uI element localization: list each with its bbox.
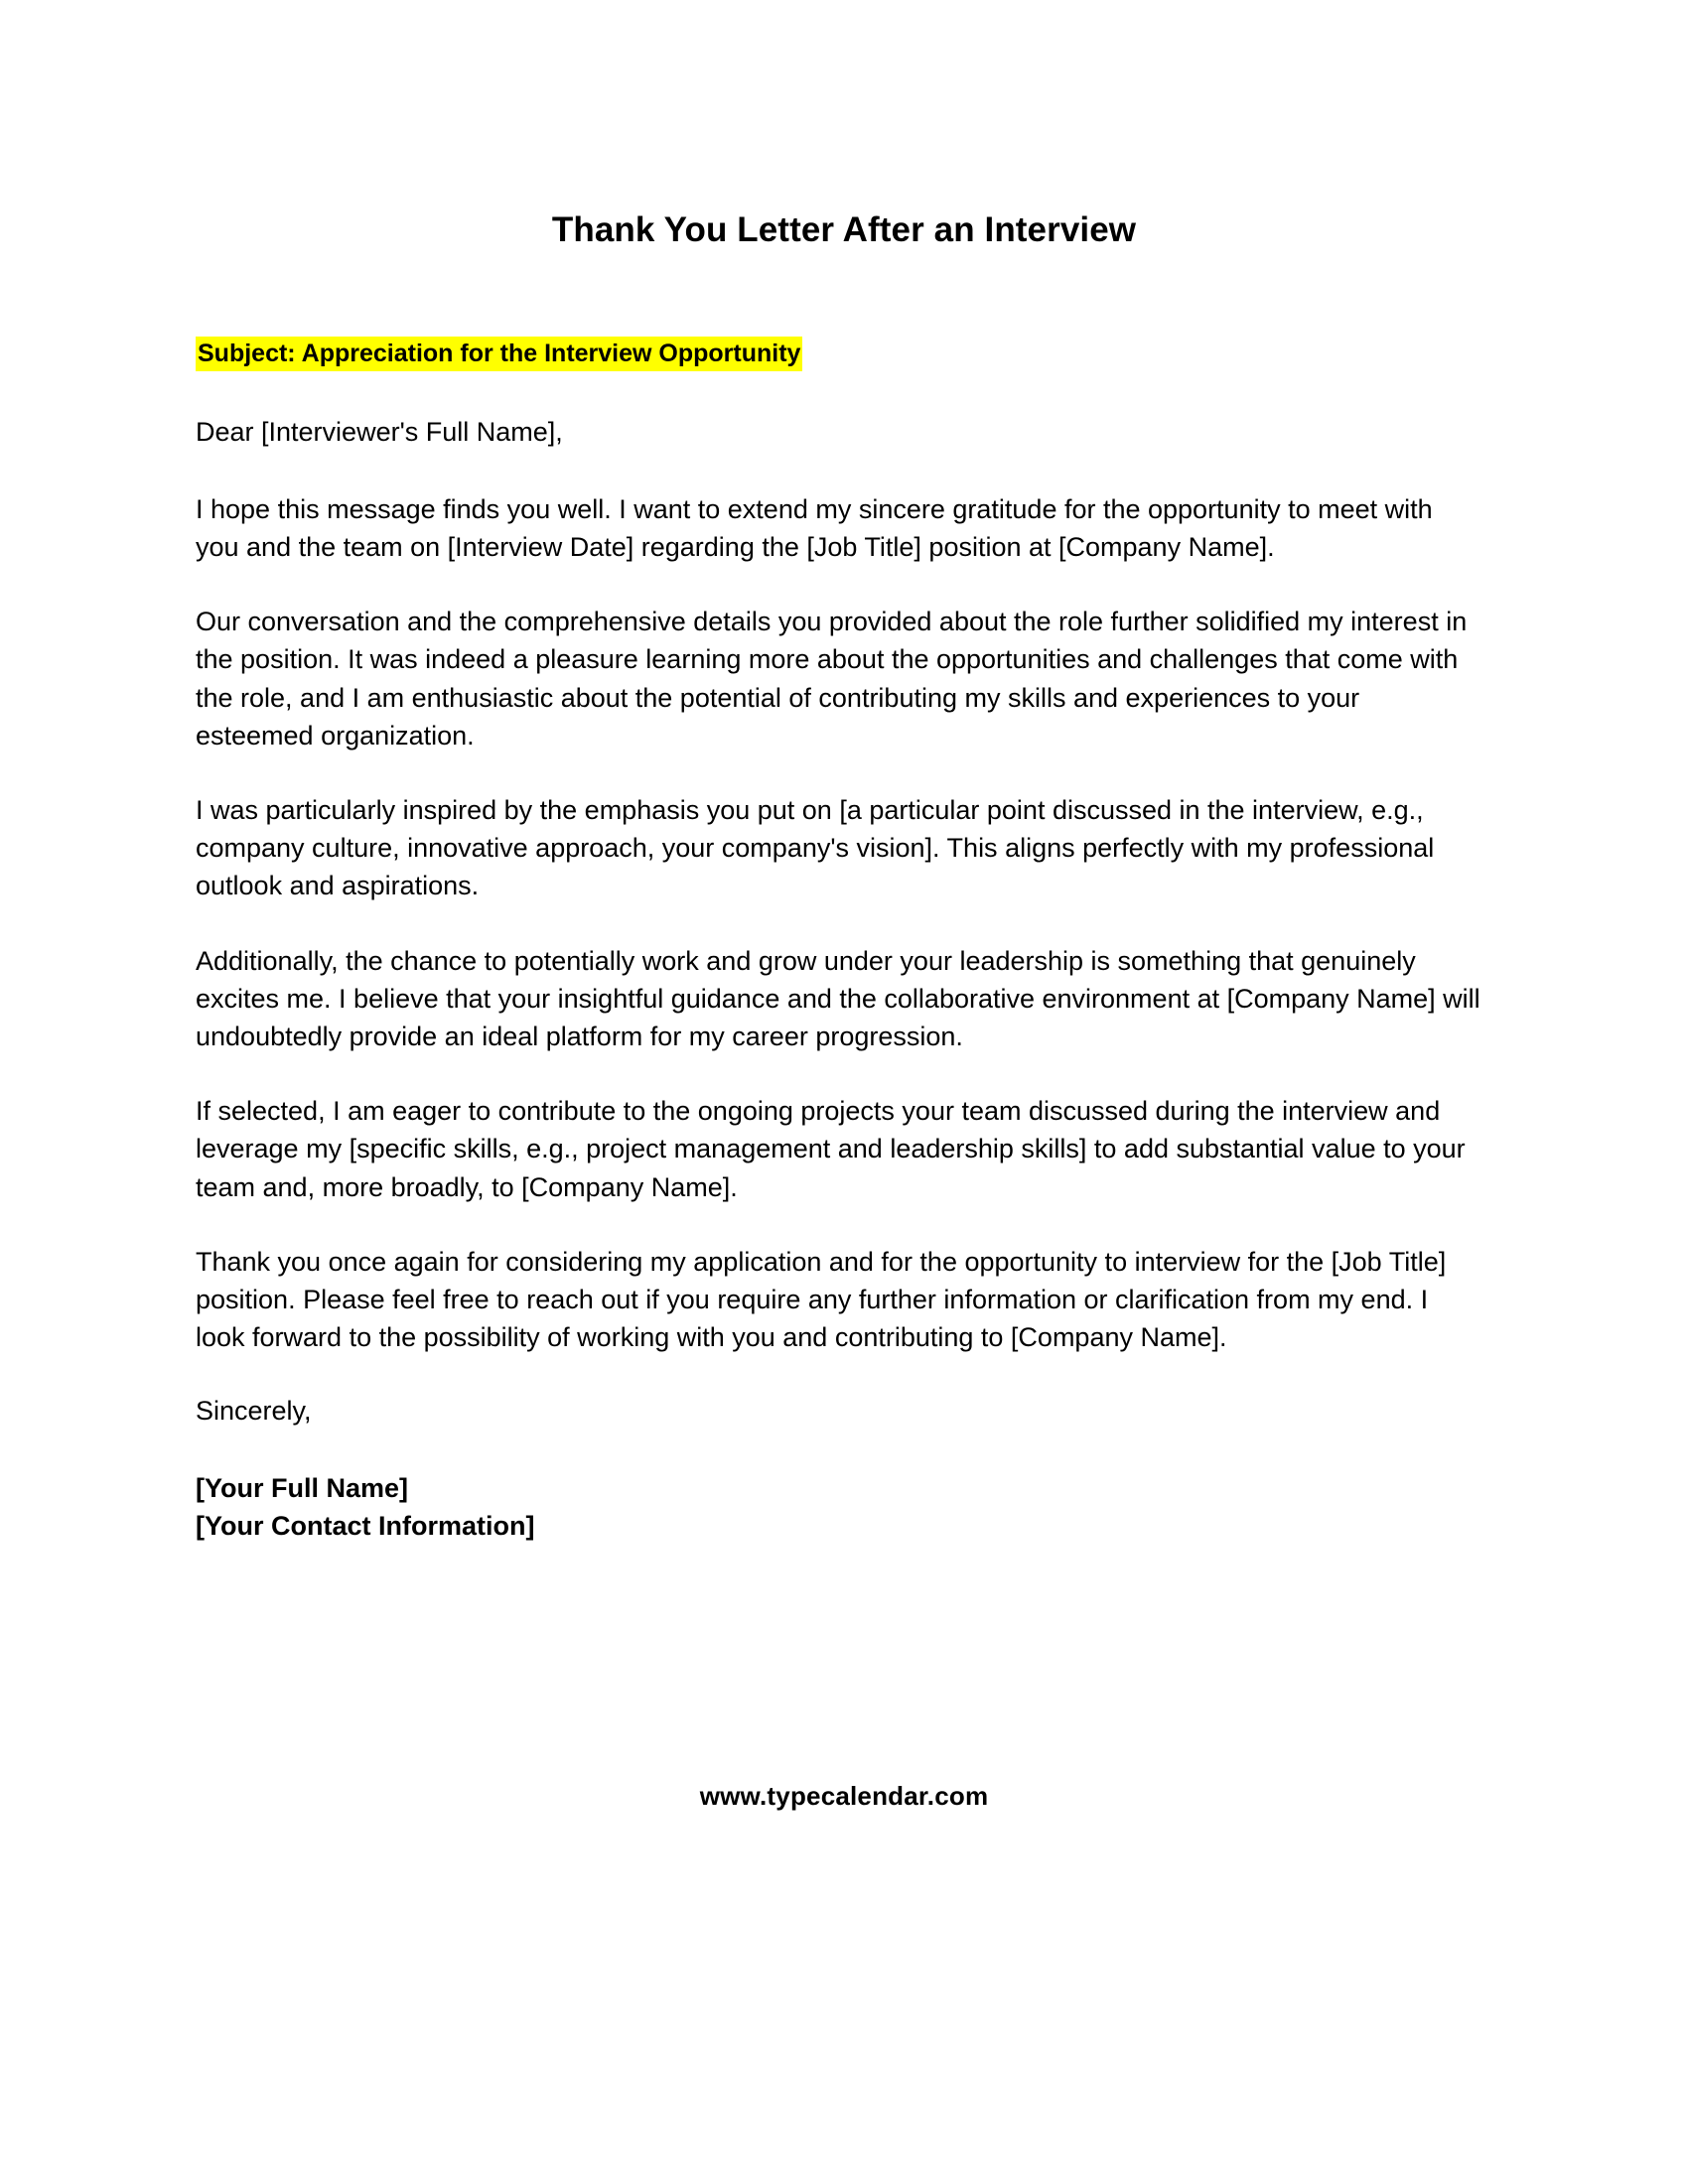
body-paragraph-4: Additionally, the chance to potentially work and grow under your leadership is something that genuinely excites me. I believe that your insightful guidance and the collaborative environment at [Company Name] will undoubtedly provide an ideal platform for my career progression.: [196, 945, 1480, 1052]
body-paragraph-1: I hope this message finds you well. I want to extend my sincere gratitude for the opportunity to meet with you and the team on [Interview Date] regarding the [Job Title] position at [Company Name].: [196, 493, 1433, 562]
signature-block: [196, 1470, 1482, 1546]
closing-line: Sincerely,: [196, 1396, 312, 1427]
body-paragraph-6: Thank you once again for considering my application and for the opportunity to interview for the [Job Title] position. Please feel free to reach out if you require any further information or clarification from my end. I look forward to the possibility of working with you and contributing to [Company Name].: [196, 1246, 1447, 1353]
subject-line: [196, 338, 1482, 370]
letter-body: [196, 338, 1482, 1546]
body-paragraph-2: Our conversation and the comprehensive details you provided about the role further solidified my interest in the position. It was indeed a pleasure learning more about the opportunities and challenges that come with the role, and I am enthusiastic about the potential of contributing my skills and experiences to your esteemed organization.: [196, 607, 1468, 751]
salutation: Dear [Interviewer's Full Name],: [196, 417, 563, 447]
subject-line-highlighted-text: Subject: Appreciation for the Interview Opportunity: [196, 337, 802, 371]
body-paragraph-3: I was particularly inspired by the emphasis you put on [a particular point discussed in the interview, e.g., company culture, innovative approach, your company's vision]. This aligns perfectly with my professional outlook and aspirations.: [196, 795, 1435, 901]
signature-name-placeholder: [Your Full Name]: [196, 1473, 409, 1504]
body-paragraph-5: If selected, I am eager to contribute to the ongoing projects your team discussed during the interview and leverage my [specific skills, e.g., project management and leadership skills] to add substantial value to your team and, more broadly, to [Company Name].: [196, 1096, 1466, 1202]
signature-contact-placeholder: [Your Contact Information]: [196, 1511, 535, 1542]
footer-website: www.typecalendar.com: [699, 1781, 989, 1811]
page-title: Thank You Letter After an Interview: [551, 210, 1137, 250]
